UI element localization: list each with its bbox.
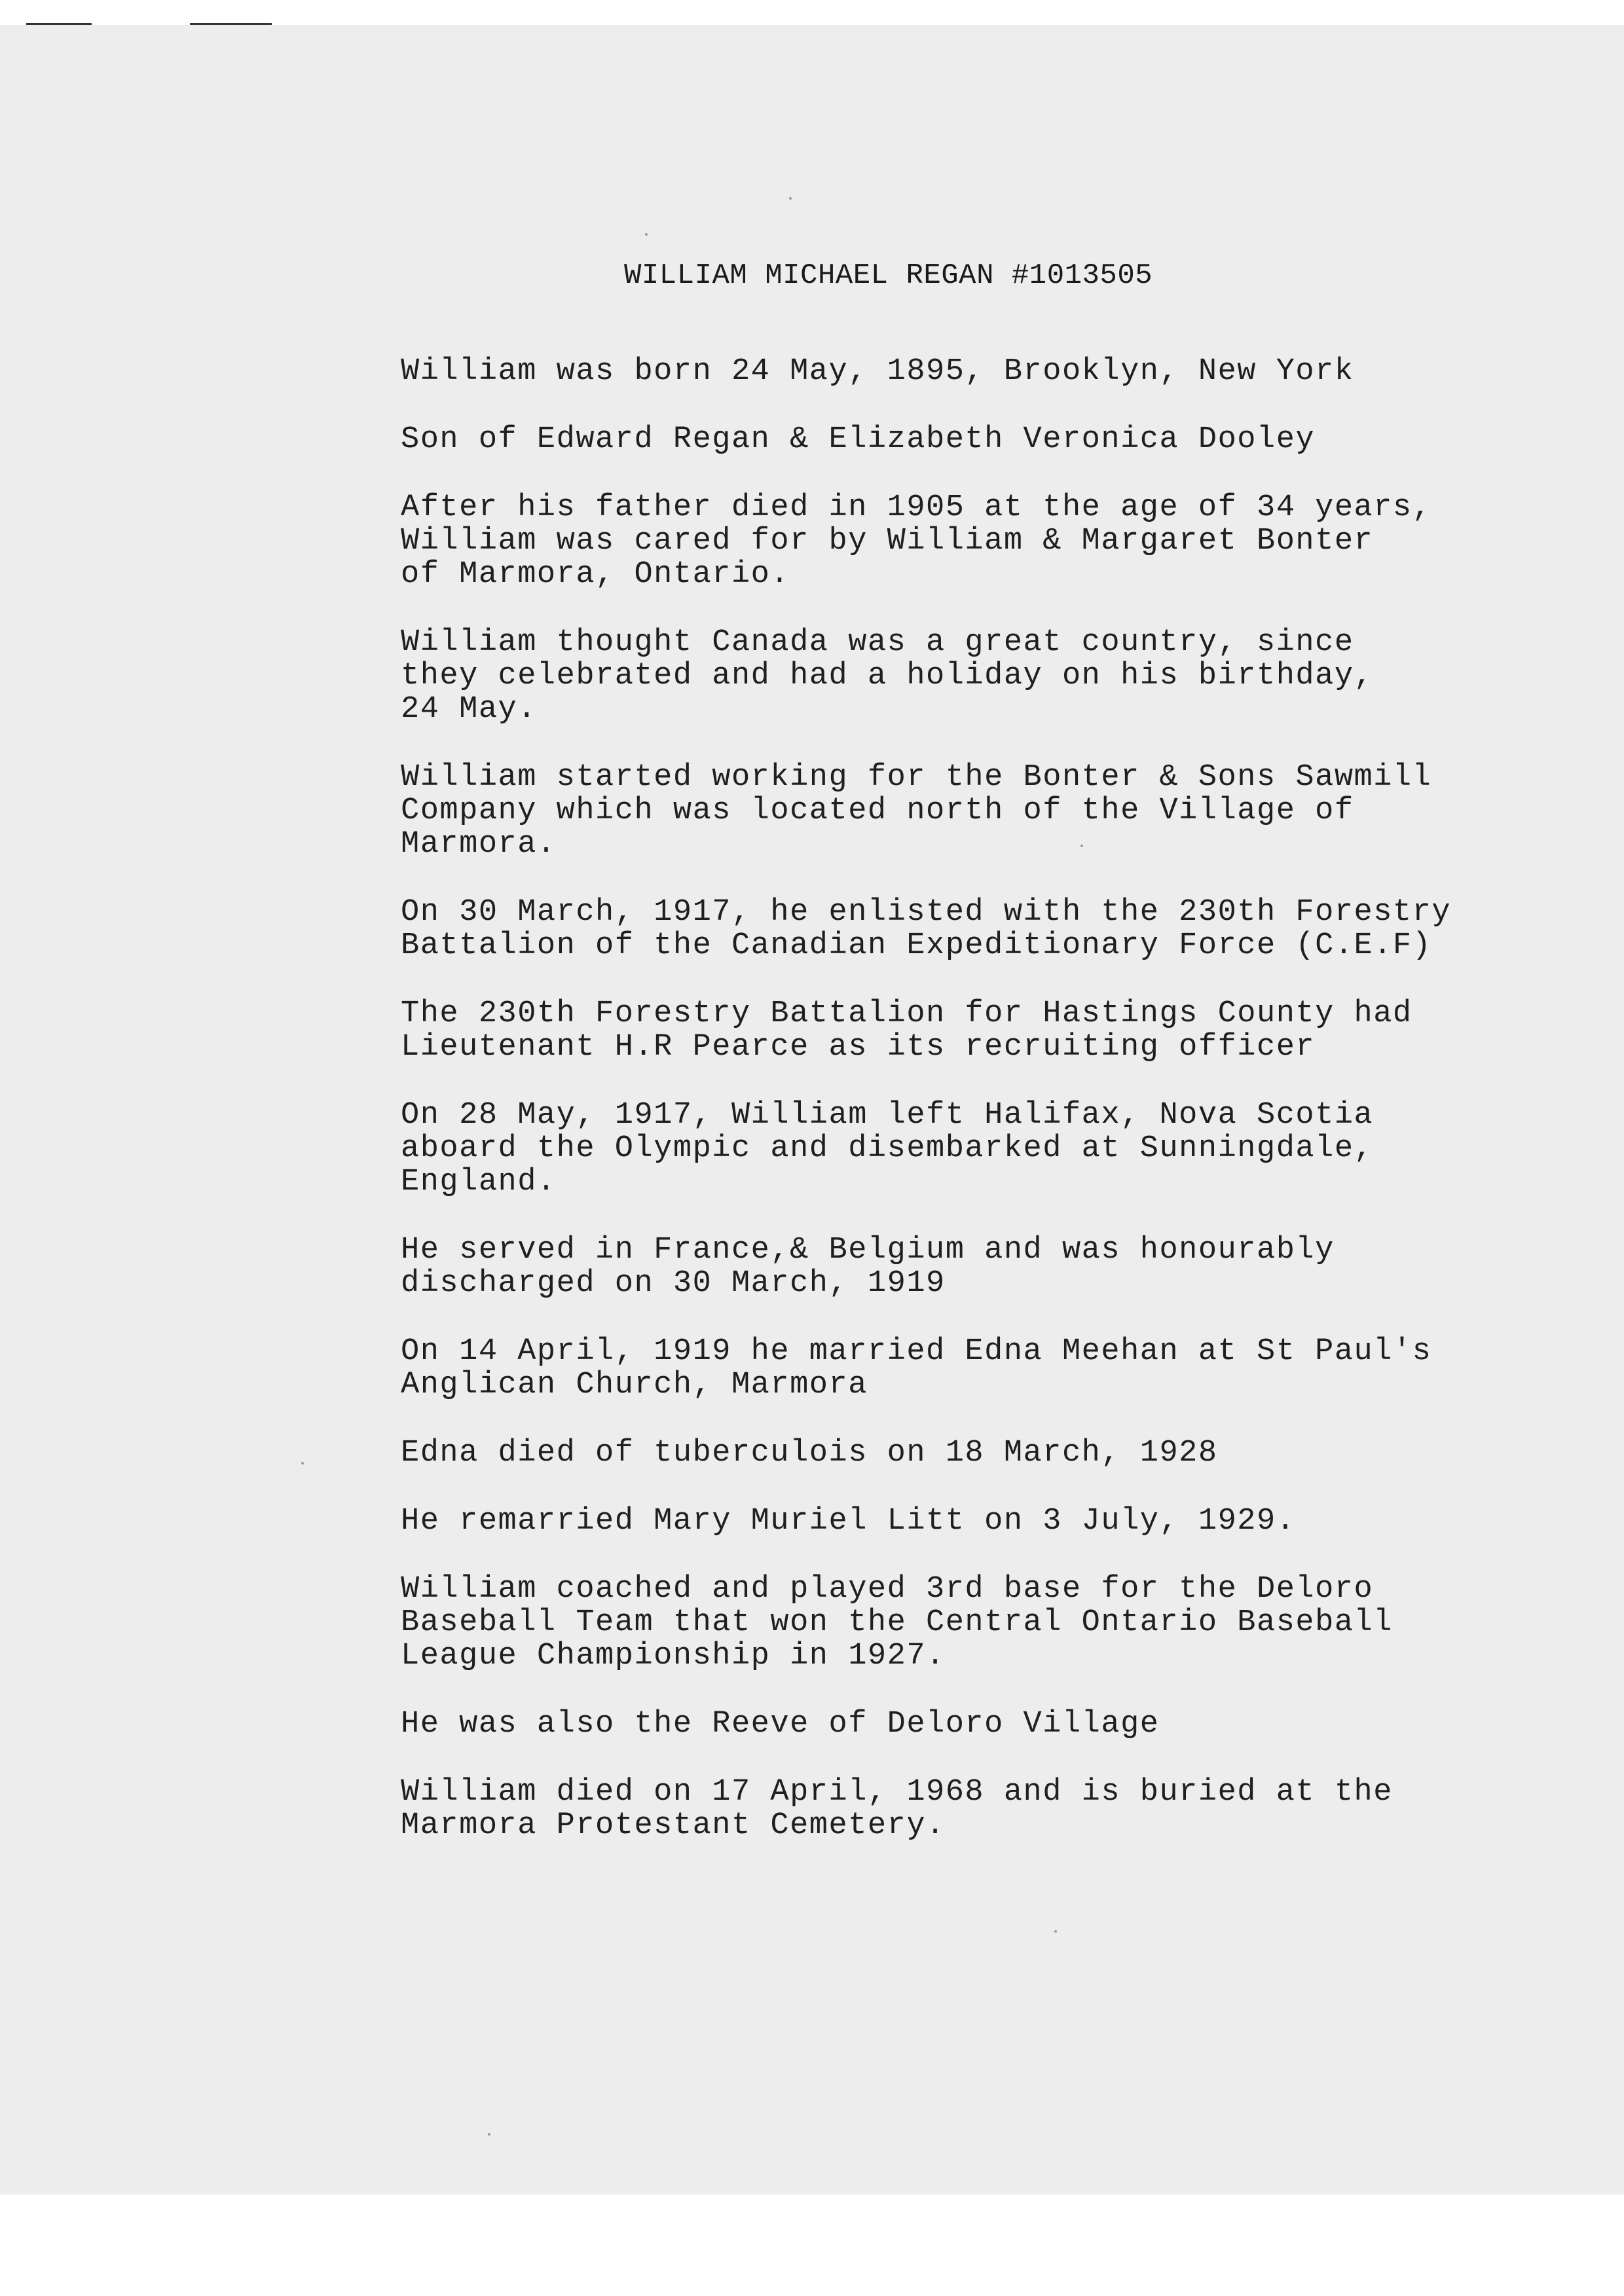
- scan-edge-mark: [190, 23, 272, 25]
- paragraph-departure: On 28 May, 1917, William left Halifax, Nova Scotia aboard the Olympic and disembarked at Sunningdale, England.: [401, 1098, 1374, 1199]
- paragraph-canada: William thought Canada was a great country, since they celebrated and had a holiday on his birthday, 24 May.: [401, 625, 1374, 727]
- paragraph-parents: Son of Edward Regan & Elizabeth Veronica Dooley: [401, 422, 1316, 457]
- scan-speck: [301, 1462, 304, 1465]
- document-title: WILLIAM MICHAEL REGAN #1013505: [624, 259, 1153, 292]
- paragraph-remarriage: He remarried Mary Muriel Litt on 3 July, 1929.: [401, 1504, 1296, 1539]
- paragraph-death: William died on 17 April, 1968 and is buried at the Marmora Protestant Cemetery.: [401, 1775, 1393, 1843]
- paragraph-enlistment: On 30 March, 1917, he enlisted with the 230th Forestry Battalion of the Canadian Expeditionary Force (C.E.F): [401, 895, 1452, 963]
- paragraph-guardians: After his father died in 1905 at the age of 34 years, William was cared for by William & Margaret Bonter of Marmora, Ontario.: [401, 490, 1432, 592]
- paragraph-birth: William was born 24 May, 1895, Brooklyn, New York: [401, 354, 1354, 389]
- document-body: [401, 355, 1566, 1877]
- paragraph-sawmill: William started working for the Bonter & Sons Sawmill Company which was located north of the Village of Marmora.: [401, 760, 1432, 862]
- scan-speck: [1054, 1930, 1057, 1933]
- paragraph-battalion: The 230th Forestry Battalion for Hastings County had Lieutenant H.R Pearce as its recruiting officer: [401, 996, 1412, 1065]
- scan-speck: [789, 197, 792, 200]
- paragraph-edna-death: Edna died of tuberculois on 18 March, 1928: [401, 1436, 1218, 1470]
- scan-speck: [488, 2133, 490, 2136]
- paragraph-baseball: William coached and played 3rd base for the Deloro Baseball Team that won the Central Ontario Baseball League Championship in 1927.: [401, 1572, 1393, 1673]
- scan-speck: [645, 233, 648, 236]
- paragraph-service: He served in France,& Belgium and was honourably discharged on 30 March, 1919: [401, 1233, 1335, 1301]
- scan-edge-mark: [26, 23, 92, 25]
- paragraph-reeve: He was also the Reeve of Deloro Village: [401, 1707, 1160, 1741]
- paragraph-marriage: On 14 April, 1919 he married Edna Meehan at St Paul's Anglican Church, Marmora: [401, 1334, 1432, 1402]
